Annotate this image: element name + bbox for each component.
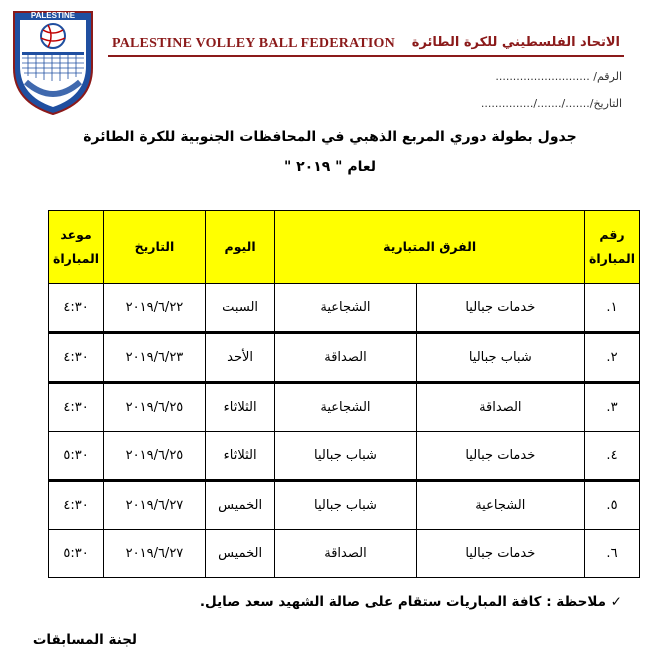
match-date: ٢٠١٩/٦/٢٧ <box>104 481 206 530</box>
federation-logo <box>8 6 98 118</box>
venue-note: ✓ ملاحظة : كافة المباريات ستقام على صالة الشهيد سعد صايل. <box>199 594 622 610</box>
match-time: ٥:٣٠ <box>49 432 104 481</box>
match-number: ٦. <box>584 530 639 578</box>
logo-text: PALESTINE <box>30 11 76 20</box>
team-one: الشجاعية <box>416 481 584 530</box>
team-one: خدمات جباليا <box>416 432 584 481</box>
team-one: خدمات جباليا <box>416 284 584 333</box>
match-time: ٤:٣٠ <box>49 383 104 432</box>
team-two: الصداقة <box>275 333 416 383</box>
match-time: ٥:٣٠ <box>49 530 104 578</box>
match-date: ٢٠١٩/٦/٢٥ <box>104 383 206 432</box>
document-subtitle: لعام " ٢٠١٩ " <box>283 159 377 175</box>
match-day: الخميس <box>205 530 274 578</box>
team-two: الصداقة <box>275 530 416 578</box>
table-row <box>49 383 640 432</box>
match-day: الخميس <box>205 481 274 530</box>
table-row <box>49 284 640 333</box>
match-date: ٢٠١٩/٦/٢٥ <box>104 432 206 481</box>
team-one: خدمات جباليا <box>416 530 584 578</box>
match-number: ٢. <box>584 333 639 383</box>
team-two: شباب جباليا <box>275 481 416 530</box>
table-row <box>49 333 640 383</box>
date-field: التاريخ/......./......./............... <box>480 97 622 110</box>
team-two: الشجاعية <box>275 284 416 333</box>
table-header-row <box>49 211 640 284</box>
reference-number-field: الرقم/ ........................... <box>495 70 622 83</box>
match-date: ٢٠١٩/٦/٢٣ <box>104 333 206 383</box>
match-time: ٤:٣٠ <box>49 481 104 530</box>
match-time: ٤:٣٠ <box>49 333 104 383</box>
match-time: ٤:٣٠ <box>49 284 104 333</box>
match-number: ٤. <box>584 432 639 481</box>
committee-signature: لجنة المسابقات <box>32 632 137 648</box>
match-day: الأحد <box>205 333 274 383</box>
header-day: اليوم <box>205 211 274 284</box>
federation-name-en: PALESTINE VOLLEY BALL FEDERATION <box>112 36 395 51</box>
document-title: جدول بطولة دوري المربع الذهبي في المحافظات الجنوبية للكرة الطائرة <box>83 129 577 145</box>
match-schedule-table <box>48 210 640 578</box>
header-date: التاريخ <box>104 211 206 284</box>
team-one: الصداقة <box>416 383 584 432</box>
table-row <box>49 432 640 481</box>
header-time: موعد المباراة <box>49 211 104 284</box>
match-day: السبت <box>205 284 274 333</box>
match-date: ٢٠١٩/٦/٢٧ <box>104 530 206 578</box>
header-match-number: رقم المباراة <box>584 211 639 284</box>
header-divider <box>108 55 624 57</box>
match-number: ٣. <box>584 383 639 432</box>
match-day: الثلاثاء <box>205 383 274 432</box>
team-two: الشجاعية <box>275 383 416 432</box>
table-row <box>49 481 640 530</box>
match-number: ٥. <box>584 481 639 530</box>
team-one: شباب جباليا <box>416 333 584 383</box>
match-number: ١. <box>584 284 639 333</box>
table-row <box>49 530 640 578</box>
federation-name-ar: الاتحاد الفلسطيني للكرة الطائرة <box>411 35 620 50</box>
header-teams: الفرق المتبارية <box>275 211 585 284</box>
team-two: شباب جباليا <box>275 432 416 481</box>
match-day: الثلاثاء <box>205 432 274 481</box>
match-date: ٢٠١٩/٦/٢٢ <box>104 284 206 333</box>
